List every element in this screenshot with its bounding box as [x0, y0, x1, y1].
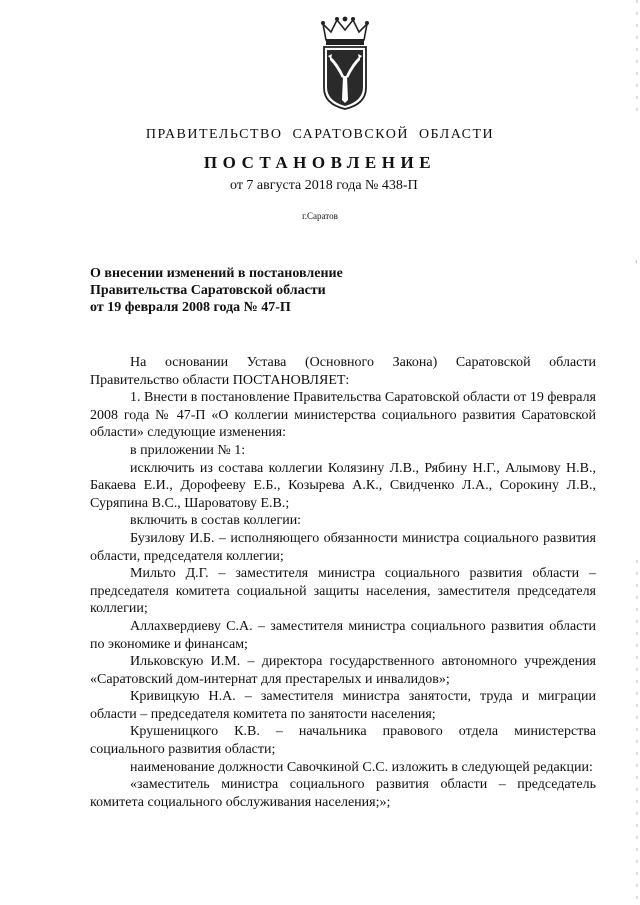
- body-paragraph: Мильто Д.Г. – заместителя министра социального развития области – председателя комитета социальной защиты населения, заместителя председателя коллегии;: [90, 566, 596, 617]
- document-subject: [90, 265, 490, 316]
- body-paragraph: 1. Внести в постановление Правительства Саратовской области от 19 февраля 2008 года № 47-П «О коллегии министерства социального развития Саратовской области» следующие изменения:: [90, 390, 596, 441]
- body-paragraph: исключить из состава коллегии Колязину Л.В., Рябину Н.Г., Алымову Н.В., Бакаева Е.И., Дорофееву Е.Б., Козырева А.К., Свидченко Л.А., Сорокину Л.В., Суряпина В.С., Шароватову Е.В.;: [90, 460, 596, 511]
- body-paragraph: Ильковскую И.М. – директора государственного автономного учреждения «Саратовский дом-интернат для престарелых и инвалидов»;: [90, 654, 596, 687]
- body-paragraph: включить в состав коллегии:: [130, 513, 302, 529]
- scan-edge-mark: [622, 0, 640, 905]
- subject-line: О внесении изменений в постановление: [90, 266, 343, 281]
- body-paragraph: На основании Устава (Основного Закона) Саратовской области Правительство области ПОСТАНОВЛЯЕТ:: [90, 355, 596, 388]
- document-type: ПОСТАНОВЛЕНИЕ: [203, 153, 437, 172]
- body-paragraph: «заместитель министра социального развития области – председатель комитета социального обслуживания населения;»;: [90, 777, 596, 810]
- subject-line: Правительства Саратовской области: [90, 283, 326, 298]
- body-paragraph: Бузилову И.Б. – исполняющего обязанности министра социального развития области, председателя коллегии;: [90, 530, 596, 564]
- subject-line: от 19 февраля 2008 года № 47-П: [90, 300, 291, 315]
- government-name: ПРАВИТЕЛЬСТВО САРАТОВСКОЙ ОБЛАСТИ: [145, 127, 495, 142]
- body-paragraph: в приложении № 1:: [130, 442, 246, 458]
- saratov-coat-of-arms-icon: [318, 16, 372, 110]
- body-paragraph: Крушеницкого К.В. – начальника правового отдела министерства социального развития области;: [90, 724, 596, 758]
- body-paragraph: Аллахвердиеву С.А. – заместителя министра социального развития области по экономике и финансам;: [90, 618, 596, 652]
- body-paragraph: наименование должности Савочкиной С.С. изложить в следующей редакции:: [130, 759, 593, 775]
- city-label: г.Саратов: [302, 211, 338, 221]
- document-date-number: от 7 августа 2018 года № 438-П: [230, 178, 418, 193]
- document-body: [90, 354, 596, 811]
- body-paragraph: Кривицкую Н.А. – заместителя министра занятости, труда и миграции области – председателя комитета по занятости населения;: [90, 689, 596, 722]
